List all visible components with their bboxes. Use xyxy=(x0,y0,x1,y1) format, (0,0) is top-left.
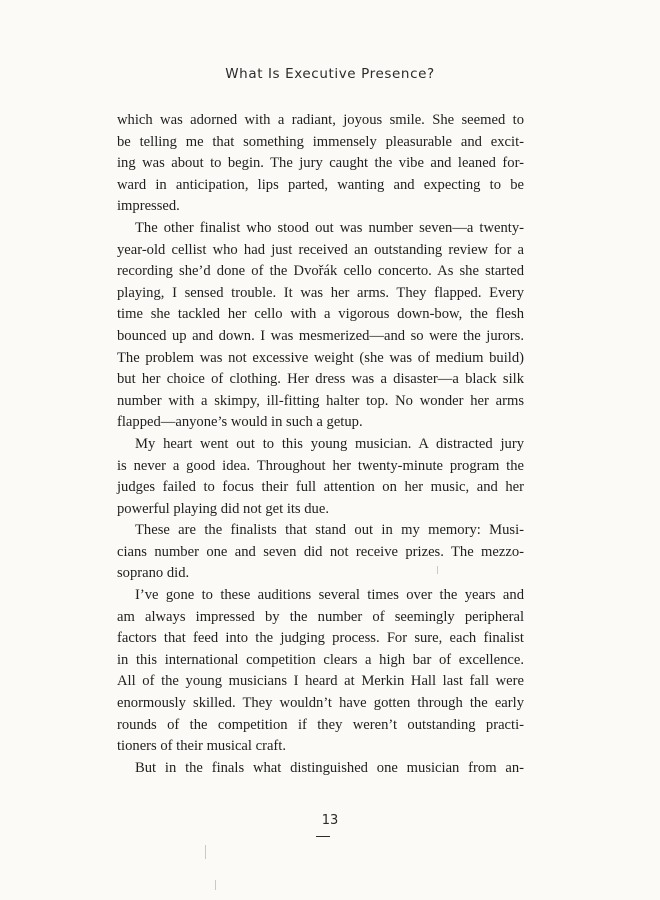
paper-speck xyxy=(437,566,438,574)
text-line: cians number one and seven did not receive prizes. The mezzo- xyxy=(117,543,524,560)
text-line: soprano did. xyxy=(117,565,190,582)
text-line: but her choice of clothing. Her dress was a disaster—a black silk xyxy=(117,371,524,388)
text-line: factors that feed into the judging process. For sure, each finalist xyxy=(117,630,524,647)
text-line: The other finalist who stood out was number seven—a twenty- xyxy=(135,219,524,236)
text-line: time she tackled her cello with a vigorous down-bow, the flesh xyxy=(117,306,524,323)
text-line: bounced up and down. I was mesmerized—and so were the jurors. xyxy=(117,327,524,344)
text-line: in this international competition clears a high bar of excellence. xyxy=(117,651,524,668)
page-number: 13 xyxy=(321,813,339,828)
text-line: rounds of the competition if they weren’t outstanding practi- xyxy=(117,716,524,733)
text-line: The problem was not excessive weight (she was of medium build) xyxy=(117,349,524,366)
text-line: ing was about to begin. The jury caught the vibe and leaned for- xyxy=(117,155,524,172)
page-number-rule xyxy=(316,836,330,837)
text-line: flapped—anyone’s would in such a getup. xyxy=(117,414,363,431)
paper-speck xyxy=(215,880,216,890)
text-line: recording she’d done of the Dvořák cello concerto. As she started xyxy=(117,263,524,280)
text-line: be telling me that something immensely pleasurable and excit- xyxy=(117,133,524,150)
running-head: What Is Executive Presence? xyxy=(225,66,435,82)
text-line: playing, I sensed trouble. It was her arms. They flapped. Every xyxy=(117,284,524,301)
paper-speck xyxy=(205,845,206,859)
text-line: These are the finalists that stand out in my memory: Musi- xyxy=(135,522,524,539)
text-line: impressed. xyxy=(117,198,180,215)
text-line: am always impressed by the number of seemingly peripheral xyxy=(117,608,524,625)
text-line: year-old cellist who had just received an outstanding review for a xyxy=(117,241,524,258)
text-line: tioners of their musical craft. xyxy=(117,738,286,755)
text-line: which was adorned with a radiant, joyous smile. She seemed to xyxy=(117,112,524,128)
text-line: But in the finals what distinguished one musician from an- xyxy=(135,759,524,776)
text-line: My heart went out to this young musician. A distracted jury xyxy=(135,435,524,452)
text-line: powerful playing did not get its due. xyxy=(117,500,329,517)
text-line: judges failed to focus their full attention on her music, and her xyxy=(117,479,524,496)
text-line: All of the young musicians I heard at Merkin Hall last fall were xyxy=(117,673,524,690)
text-line: enormously skilled. They wouldn’t have gotten through the early xyxy=(117,695,524,712)
text-line: is never a good idea. Throughout her twenty-minute program the xyxy=(117,457,524,474)
text-line: I’ve gone to these auditions several times over the years and xyxy=(135,587,524,604)
text-line: number with a skimpy, ill-fitting halter top. No wonder her arms xyxy=(117,392,524,409)
body-text xyxy=(117,110,524,779)
text-line: ward in anticipation, lips parted, wanting and expecting to be xyxy=(117,176,524,193)
